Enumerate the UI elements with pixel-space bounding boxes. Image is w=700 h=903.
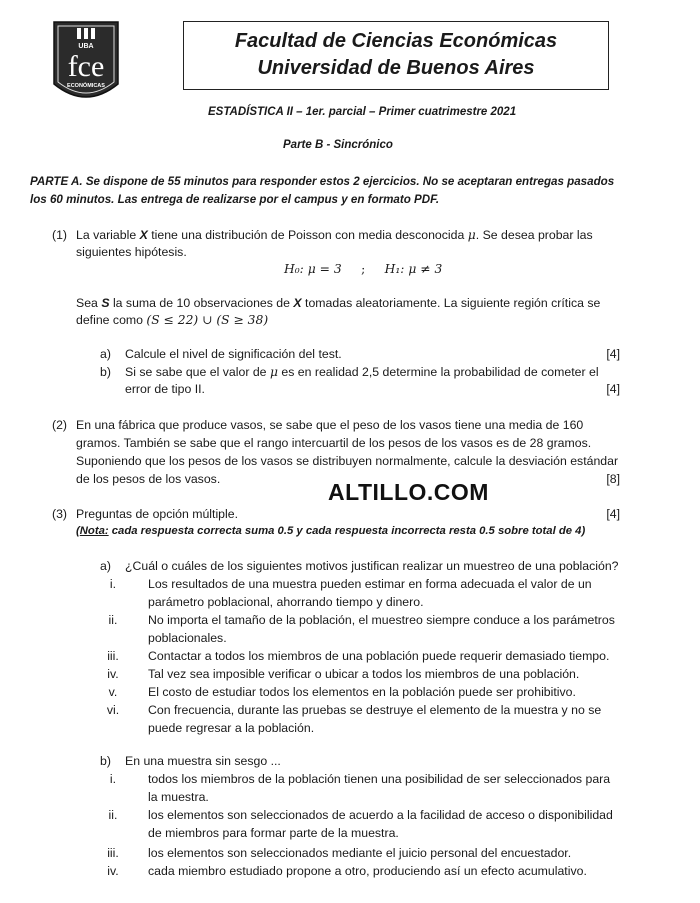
- q3b-item-text: cada miembro estudiado propone a otro, produciendo así un efecto acumulativo.: [148, 864, 587, 878]
- logo-top-text: UBA: [78, 43, 94, 50]
- part-a-line-2: los 60 minutos. Las entrega de realizarse por el campus y en formato PDF.: [30, 193, 440, 206]
- q3a-item-number: ii.: [108, 613, 118, 627]
- q3b-item-number: iv.: [107, 864, 119, 878]
- q3-points: [4]: [606, 507, 620, 521]
- q3a-item-text: Tal vez sea imposible verificar o ubicar a todos los miembros de una población.: [148, 667, 580, 681]
- q1-s-line-2: [76, 311, 652, 329]
- logo-main-text: fce: [67, 50, 105, 83]
- q3b-item-number: iii.: [107, 846, 119, 860]
- q1-s-text-c: tomadas aleatoriamente. La siguiente región crítica se: [305, 296, 601, 310]
- q3a-item-text: No importa el tamaño de la población, el muestreo siempre conduce a los parámetros: [148, 613, 615, 627]
- q3b-item-number: ii.: [108, 808, 118, 822]
- q3b-item-text-cont: de miembros para formar parte de la muestra.: [148, 826, 399, 840]
- q1-number: (1): [52, 228, 68, 242]
- q3a-item-number: iii.: [107, 649, 119, 663]
- header-line-2: Universidad de Buenos Aires: [257, 57, 535, 79]
- q1-hypotheses: [284, 260, 442, 278]
- q1-line-1: [76, 226, 652, 244]
- q3-note-label: Nota:: [79, 525, 109, 537]
- q2-number: (2): [52, 418, 68, 432]
- q3a-item-number: v.: [108, 685, 118, 699]
- q1-s-text-a: Sea: [76, 296, 98, 310]
- q2-line-2: gramos. También se sabe que el rango intercuartil de los pesos de los vasos es de 28 gramos.: [76, 436, 592, 450]
- q3b-item-text: todos los miembros de la población tienen una posibilidad de ser seleccionados para: [148, 772, 611, 786]
- q2-line-1: En una fábrica que produce vasos, se sabe que el peso de los vasos tiene una media de 160: [76, 418, 584, 432]
- q3a-item-text: Con frecuencia, durante las pruebas se destruye el elemento de la muestra y no se: [148, 703, 602, 717]
- q2-line-4: de los pesos de los vasos.: [76, 472, 221, 486]
- q1b-label: b): [100, 365, 111, 379]
- q3a-label: a): [100, 559, 111, 573]
- q1a-text: Calcule el nivel de significación del test.: [125, 347, 342, 361]
- q1-s-text-d: define como: [76, 313, 143, 327]
- q3b-item-text-cont: la muestra.: [148, 790, 209, 804]
- fce-uba-logo: [50, 18, 122, 106]
- q1-separator: ;: [361, 262, 366, 276]
- q1b-text-a: Si se sabe que el valor de: [125, 365, 267, 379]
- q2-points: [8]: [606, 472, 620, 486]
- q3b-label: b): [100, 754, 111, 768]
- q3a-item-text: Los resultados de una muestra pueden estimar en forma adecuada el valor de un: [148, 577, 592, 591]
- q3-note-text: cada respuesta correcta suma 0.5 y cada respuesta incorrecta resta 0.5 sobre total de 4): [108, 525, 586, 537]
- q1-critical-region: (S ≤ 22) ∪ (S ≥ 38): [146, 313, 269, 327]
- q3-title: Preguntas de opción múltiple.: [76, 507, 239, 521]
- q1b-points: [4]: [606, 382, 620, 396]
- q1-h1: H₁: μ ≠ 3: [384, 262, 443, 276]
- q2-line-3: Suponiendo que los pesos de los vasos se distribuyen normalmente, calcule la desviación estándar: [76, 454, 619, 468]
- q1-text-c: . Se desea probar las: [475, 228, 593, 242]
- part-a-line-1: PARTE A. Se dispone de 55 minutos para responder estos 2 ejercicios. No se aceptaran entregas pasados: [30, 175, 615, 188]
- logo-bottom-text: ECONÓMICAS: [67, 83, 105, 89]
- q1-h0: H₀: μ = 3: [284, 262, 342, 276]
- q1b-line-1: [125, 363, 652, 381]
- q3a-item-text: El costo de estudiar todos los elementos en la población puede ser prohibitivo.: [148, 685, 576, 699]
- part-title: Parte B - Sincrónico: [283, 139, 393, 151]
- q3b-item-text: los elementos son seleccionados mediante el juicio personal del encuestador.: [148, 846, 572, 860]
- q1-text-a: La variable: [76, 228, 137, 242]
- q3-note-open: (: [76, 525, 80, 537]
- q3a-question: ¿Cuál o cuáles de los siguientes motivos justifican realizar un muestreo de una población?: [125, 559, 619, 573]
- q3a-item-text-cont: parámetro poblacional, ahorrando tiempo y dinero.: [148, 595, 424, 609]
- q1-s-line-1: [76, 294, 652, 312]
- q1b-mu: μ: [269, 365, 278, 379]
- q3a-item-number: vi.: [106, 703, 120, 717]
- q1a-label: a): [100, 347, 111, 361]
- part-a-instructions: [30, 173, 658, 209]
- exam-title: ESTADÍSTICA II – 1er. parcial – Primer cuatrimestre 2021: [208, 106, 517, 118]
- q3a-item-text: Contactar a todos los miembros de una población puede requerir demasiado tiempo.: [148, 649, 610, 663]
- q1-mu: μ: [467, 228, 476, 242]
- q3-note: [76, 522, 585, 540]
- q3a-item-number: iv.: [107, 667, 119, 681]
- q3a-item-text-cont: puede regresar a la población.: [148, 721, 315, 735]
- q3a-item-text-cont: poblacionales.: [148, 631, 227, 645]
- q1-text-b: tiene una distribución de Poisson con media desconocida: [151, 228, 465, 242]
- q1-var-s: S: [101, 296, 110, 310]
- faculty-header: [183, 21, 609, 90]
- q3-number: (3): [52, 507, 68, 521]
- q1b-text-b: es en realidad 2,5 determine la probabilidad de cometer el: [281, 365, 599, 379]
- altillo-watermark: ALTILLO.COM: [328, 479, 489, 505]
- q3a-item-number: i.: [109, 577, 117, 591]
- q1-var-x: X: [139, 228, 148, 242]
- q1b-line-2: error de tipo II.: [125, 382, 205, 396]
- q3b-item-number: i.: [109, 772, 117, 786]
- header-line-1: Facultad de Ciencias Económicas: [234, 30, 558, 52]
- q1-s-text-b: la suma de 10 observaciones de: [112, 296, 290, 310]
- q1-var-x-2: X: [293, 296, 302, 310]
- q3b-question: En una muestra sin sesgo ...: [125, 754, 281, 768]
- q3b-item-text: los elementos son seleccionados de acuerdo a la facilidad de acceso o disponibilidad: [148, 808, 613, 822]
- q1-line-2: siguientes hipótesis.: [76, 245, 187, 259]
- q1a-points: [4]: [606, 347, 620, 361]
